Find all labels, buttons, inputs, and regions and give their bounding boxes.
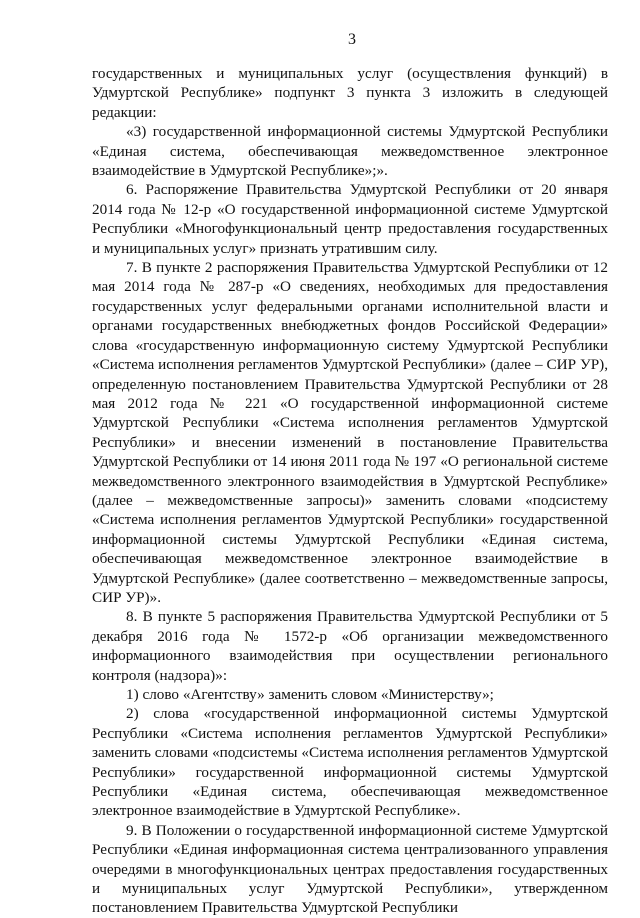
paragraph-2: «3) государственной информационной системы Удмуртской Республики «Единая система, обеспечивающая межведомственное электронное взаимодействие в Удмуртской Республике»;». [92, 123, 608, 180]
paragraph-subitem-1: 1) слово «Агентству» заменить словом «Министерству»; [126, 686, 494, 703]
paragraph-item-8: 8. В пункте 5 распоряжения Правительства Удмуртской Республики от 5 декабря 2016 года № 1572-р «Об организации межведомственного информационного взаимодействия при осуществлении регионального контроля (надзора)»: [92, 608, 608, 684]
document-body [92, 64, 608, 918]
paragraph-item-7: 7. В пункте 2 распоряжения Правительства Удмуртской Республики от 12 мая 2014 года № 287-р «О сведениях, необходимых для предоставления государственных услуг федеральными органами исполнительной власти и органами государственных внебюджетных фондов Российской Федерации» слова «государственную информационную систему Удмуртской Республики «Система исполнения регламентов Удмуртской Республики» (далее – СИР УР), определенную постановлением Правительства Удмуртской Республики от 28 мая 2012 года № 221 «О государственной информационной системе Удмуртской Республики «Система исполнения регламентов Удмуртской Республики» и внесении изменений в постановление Правительства Удмуртской Республики от 14 июня 2011 года № 197 «О региональной системе межведомственного электронного взаимодействия в Удмуртской Республике» (далее – межведомственные запросы)» заменить словами «подсистему «Система исполнения регламентов Удмуртской Республики» государственной информационной системы Удмуртской Республики «Единая система, обеспечивающая межведомственное электронное взаимодействие в Удмуртской Республике» (далее соответственно – межведомственные запросы, СИР УР)». [92, 259, 608, 606]
document-page [92, 30, 608, 918]
page-number: 3 [348, 31, 356, 48]
paragraph-item-6: 6. Распоряжение Правительства Удмуртской Республики от 20 января 2014 года № 12-р «О государственной информационной системе Удмуртской Республики «Многофункциональный центр предоставления государственных и муниципальных услуг» признать утратившим силу. [92, 181, 608, 257]
paragraph-subitem-2: 2) слова «государственной информационной системы Удмуртской Республики «Система исполнения регламентов Удмуртской Республики» заменить словами «подсистемы «Система исполнения регламентов Удмуртской Республики» государственной информационной системы Удмуртской Республики «Единая система, обеспечивающая межведомственное электронное взаимодействие в Удмуртской Республике». [92, 705, 608, 820]
paragraph-1: государственных и муниципальных услуг (осуществления функций) в Удмуртской Республике» подпункт 3 пункта 3 изложить в следующей редакции: [92, 65, 608, 121]
paragraph-item-9: 9. В Положении о государственной информационной системе Удмуртской Республики «Единая информационная система централизованного управления очередями в многофункциональных центрах предоставления государственных и муниципальных услуг Удмуртской Республики», утвержденном постановлением Правительства Удмуртской Республики [92, 821, 608, 917]
